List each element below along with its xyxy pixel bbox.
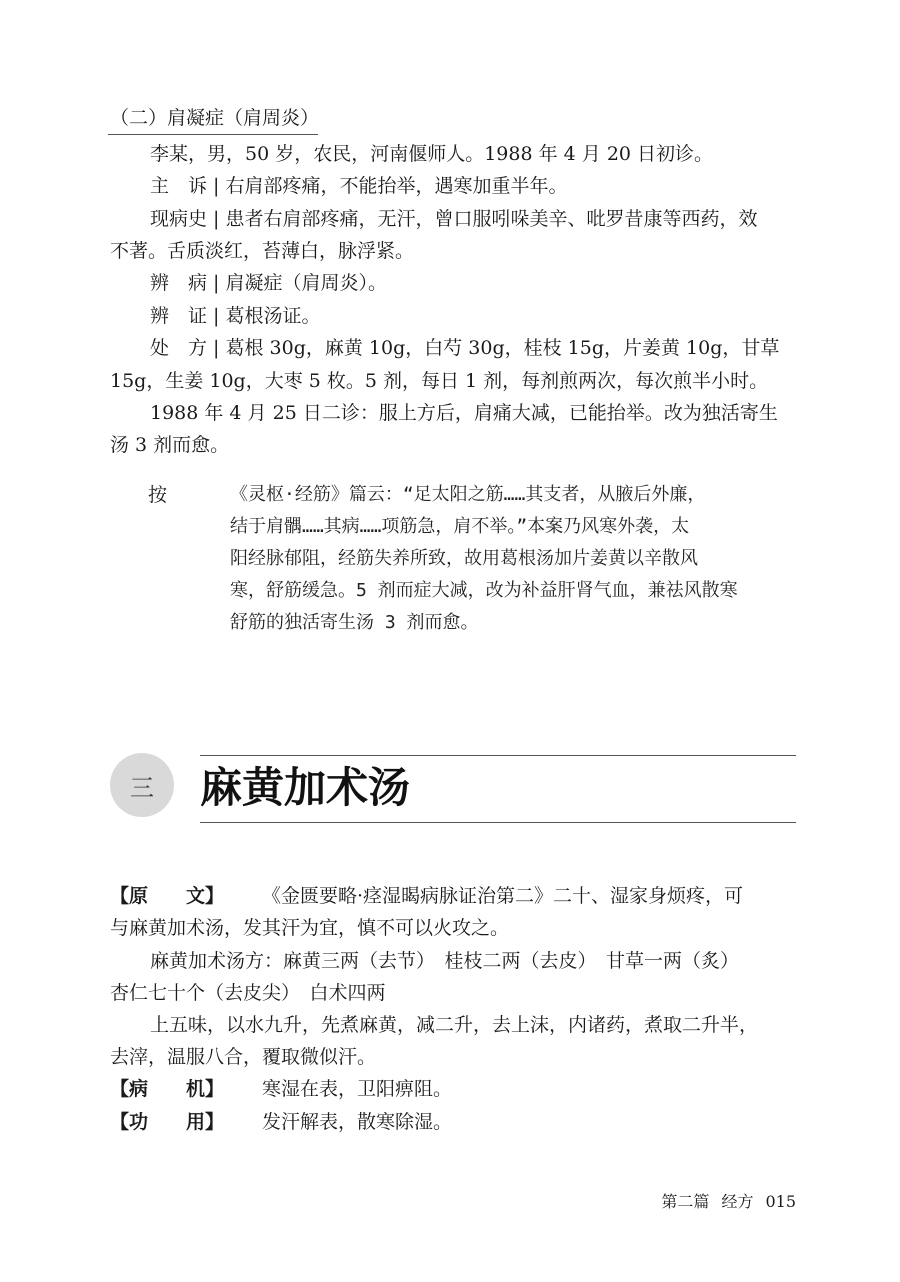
original-label: 【原 文】 [110, 885, 225, 907]
mechanism-text: 寒湿在表，卫阳痹阻。 [262, 1078, 453, 1100]
case-intro: 李某，男，50 岁，农民，河南偃师人。1988 年 4 月 20 日初诊。 [150, 143, 714, 165]
case-title-underline [108, 134, 318, 135]
footer-chapter: 经方 [721, 1192, 754, 1211]
preparation-method: 上五味，以水九升，先煮麻黄，减二升，去上沫，内诸药，煮取二升半， [150, 1014, 759, 1036]
note-label: 按 [148, 484, 168, 506]
original-text-cont: 与麻黄加术汤，发其汗为宜，慎不可以火攻之。 [110, 917, 510, 939]
formula-ingredients: 麻黄加术汤方：麻黄三两（去节） 桂枝二两（去皮） 甘草一两（炙） [150, 950, 740, 972]
note-line: 结于肩髃……其病……项筋急，肩不举。”本案乃风寒外袭，太 [230, 516, 690, 537]
preparation-method-cont: 去滓，温服八合，覆取微似汗。 [110, 1046, 377, 1068]
disease-diagnosis: 辨 病 | 肩凝症（肩周炎）。 [150, 272, 387, 294]
section-number: 三 [130, 773, 154, 802]
original-text: 《金匮要略·痉湿暍病脉证治第二》二十、湿家身烦疼，可 [262, 885, 744, 907]
note-line: 《灵枢·经筋》篇云：“足太阳之筋……其支者，从腋后外廉， [230, 484, 706, 505]
mechanism-label: 【病 机】 [110, 1078, 225, 1100]
note-line: 阳经脉郁阻，经筋失养所致，故用葛根汤加片姜黄以辛散风 [230, 548, 698, 569]
prescription: 处 方 | 葛根 30g，麻黄 10g，白芍 30g，桂枝 15g，片姜黄 10g，甘草 [150, 337, 780, 359]
prescription-cont: 15g，生姜 10g，大枣 5 枚。5 剂，每日 1 剂，每剂煎两次，每次煎半小时。 [110, 370, 769, 392]
section-top-rule [200, 755, 796, 756]
page-footer [649, 1192, 796, 1212]
chief-complaint: 主 诉 | 右肩部疼痛，不能抬举，遇寒加重半年。 [150, 175, 568, 197]
second-visit: 1988 年 4 月 25 日二诊：服上方后，肩痛大减，已能抬举。改为独活寄生 [150, 402, 778, 424]
page-number: 015 [765, 1192, 796, 1211]
present-history: 现病史 | 患者右肩部疼痛，无汗，曾口服吲哚美辛、吡罗昔康等西药，效 [150, 208, 758, 230]
section-bottom-rule [200, 822, 796, 823]
section-title: 麻黄加术汤 [200, 763, 411, 812]
case-title: （二）肩凝症（肩周炎） [110, 107, 320, 129]
note-line: 寒，舒筋缓急。5 剂而症大减，改为补益肝肾气血，兼祛风散寒 [230, 580, 738, 601]
note-line: 舒筋的独活寄生汤 3 剂而愈。 [230, 612, 479, 633]
section-number-badge [110, 753, 174, 817]
footer-part: 第二篇 [661, 1192, 710, 1211]
function-text: 发汗解表，散寒除湿。 [262, 1111, 453, 1133]
formula-ingredients-cont: 杏仁七十个（去皮尖） 白术四两 [110, 982, 386, 1004]
function-label: 【功 用】 [110, 1111, 225, 1133]
syndrome-diagnosis: 辨 证 | 葛根汤证。 [150, 305, 321, 327]
present-history-cont: 不著。舌质淡红，苔薄白，脉浮紧。 [110, 240, 415, 262]
second-visit-cont: 汤 3 剂而愈。 [110, 434, 230, 456]
